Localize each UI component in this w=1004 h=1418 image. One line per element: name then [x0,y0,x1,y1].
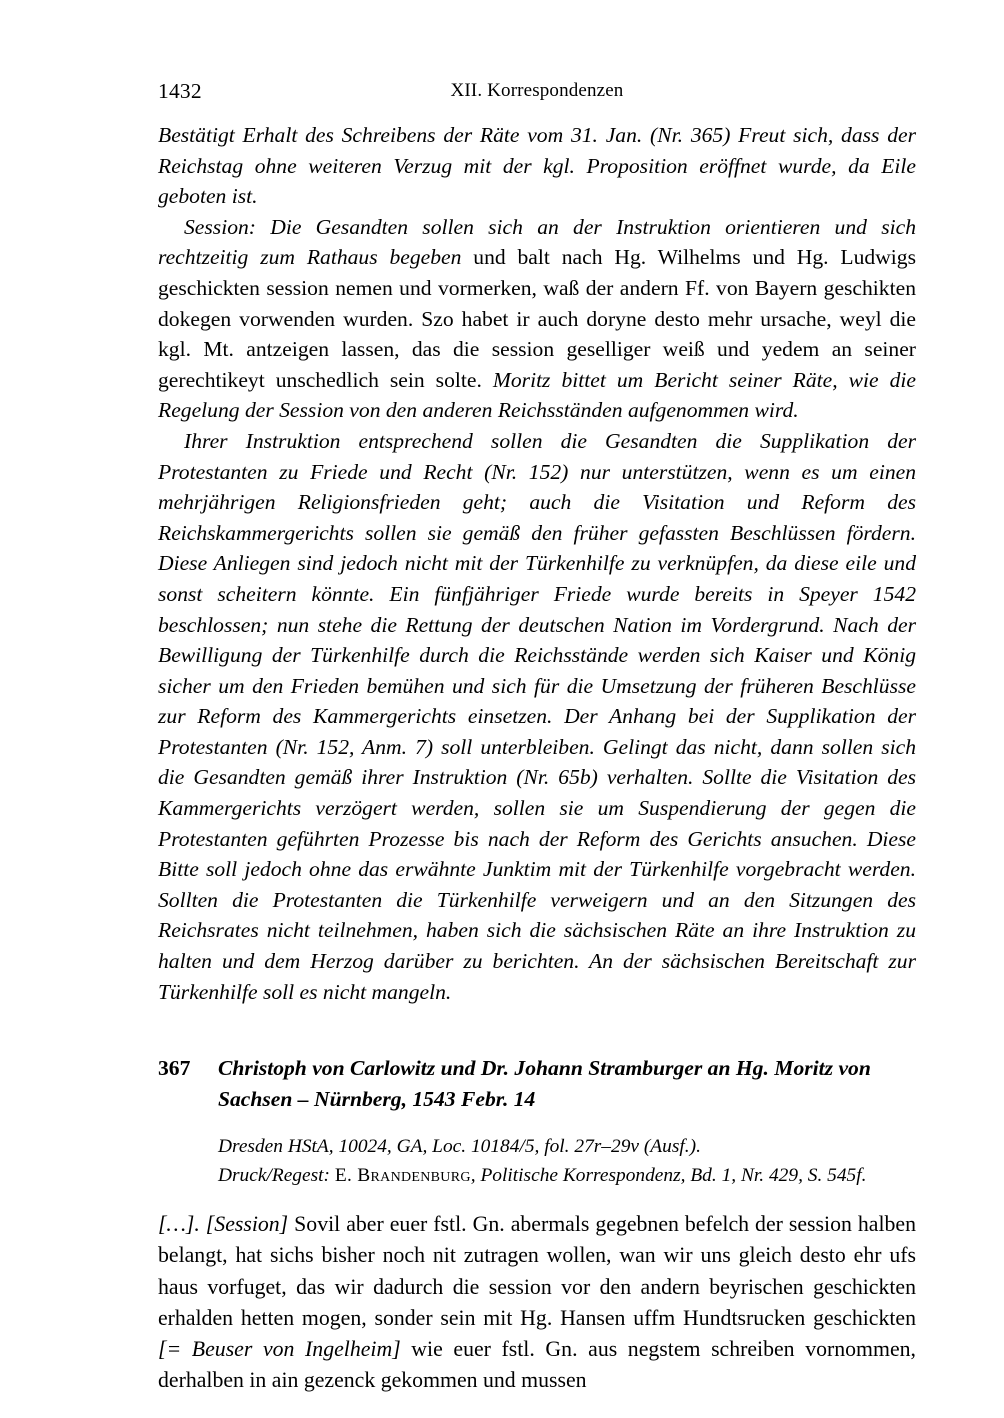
entry-title: Christoph von Carlowitz und Dr. Johann Stramburger an Hg. Moritz von Sachsen – Nürnberg, 1543 Febr. 14 [218,1056,871,1112]
text-column [158,120,916,1396]
regest-paragraph-3: Ihrer Instruktion entsprechend sollen die Gesandten die Supplikation der Protestanten zu Friede und Recht (Nr. 152) nur unterstützen, wenn es um einen mehrjährigen Religionsfrieden geht; auch die Visitation und Reform des Reichskammergerichts sollen sie gemäß den früher gefassten Beschlüssen fördern. Diese Anliegen sind jedoch nicht mit der Türkenhilfe zu verknüpfen, da diese eile und sonst scheitern könnte. Ein fünfjähriger Friede wurde bereits in Speyer 1542 beschlossen; nun stehe die Rettung der deutschen Nation im Vordergrund. Nach der Bewilligung der Türkenhilfe durch die Reichsstände werden sich Kaiser und König sicher um den Frieden bemühen und sich für die Umsetzung der früheren Beschlüsse zur Reform des Kammergerichts einsetzen. Der Anhang bei der Supplikation der Protestanten (Nr. 152, Anm. 7) soll unterbleiben. Gelingt das nicht, dann sollen sich die Gesandten gemäß ihrer Instruktion (Nr. 65b) verhalten. Sollte die Visitation des Kammergerichts verzögert werden, sollen sie um Suspendierung der gegen die Protestanten geführten Prozesse bis nach der Reform des Gerichts ansuchen. Diese Bitte soll jedoch ohne das erwähnte Junktim mit der Türkenhilfe vorgebracht werden. Sollten die Protestanten die Türkenhilfe verweigern und an den Sitzungen des Reichsrates nicht teilnehmen, haben sich die sächsischen Räte an ihre Instruktion zu halten und dem Herzog darüber zu berichten. An der sächsischen Bereitschaft zur Türkenhilfe soll es nicht mangeln. [158,428,916,1004]
page-number: 1432 [158,79,202,103]
print-author: E. Brandenburg [334,1165,471,1187]
edited-body-part-1: Sovil aber euer fstl. Gn. abermals gegebnen befelch der session halben belangt, hat sichs bisher noch nit zutragen wollen, wan wir uns gleich desto ehr ufs haus vorfuget, das wir dadurch die session vor den andern beyrischen geschickten erhalden hetten mogen, sonder sein mit Hg. Hansen uffm Hundtsrucken geschickten [158,1212,916,1330]
edited-lead-brackets: […]. [Session] [158,1212,289,1237]
edited-body-part-2: wie euer fstl. Gn. aus negstem schreiben vornommen, derhalben in ain gezenck gekommen und mussen [158,1337,916,1393]
edited-paragraph [158,1209,916,1396]
entry-heading [158,1053,916,1115]
source-block [158,1132,916,1190]
archive-reference: Dresden HStA, 10024, GA, Loc. 10184/5, fol. 27r–29v (Ausf.). [218,1136,701,1158]
regest-paragraph-1: Bestätigt Erhalt des Schreibens der Räte vom 31. Jan. (Nr. 365) Freut sich, dass der Reichstag ohne weiteren Verzug mit der kgl. Proposition eröffnet wurde, da Eile geboten ist. [158,123,916,209]
running-head [158,78,916,104]
entry-number: 367 [158,1056,191,1081]
print-details: , Politische Korrespondenz, Bd. 1, Nr. 429, S. 545f. [470,1165,867,1187]
print-label: Druck/Regest: [218,1165,330,1187]
print-reference [218,1161,916,1190]
edited-text-block [158,1209,916,1396]
regest-paragraph-2 [158,212,916,426]
regest-2-roman-body: und balt nach Hg. Wilhelms und Hg. Ludwigs geschickten session nemen und vormerken, waß der andern Ff. von Bayern geschikten dokegen vorwenden wurden. Szo habet ir auch doryne desto mehr ursache, weyl die kgl. Mt. antzeigen lassen, das die session geselliger weiß und yedem an seiner gerechtikeyt unschedlich sein solte. [158,245,916,392]
editorial-note: [= Beuser von Ingelheim] [158,1337,401,1362]
running-head-title: XII. Korrespondenzen [450,80,624,101]
regest-2-italic-tail: Moritz bittet um Bericht seiner Räte, wie die Regelung der Session von den anderen Reichsständen aufgenommen wird. [158,367,916,423]
regest-2-italic-lead: Session: Die Gesandten sollen sich an der Instruktion orientieren und sich rechtzeitig zum Rathaus begeben [158,214,916,270]
